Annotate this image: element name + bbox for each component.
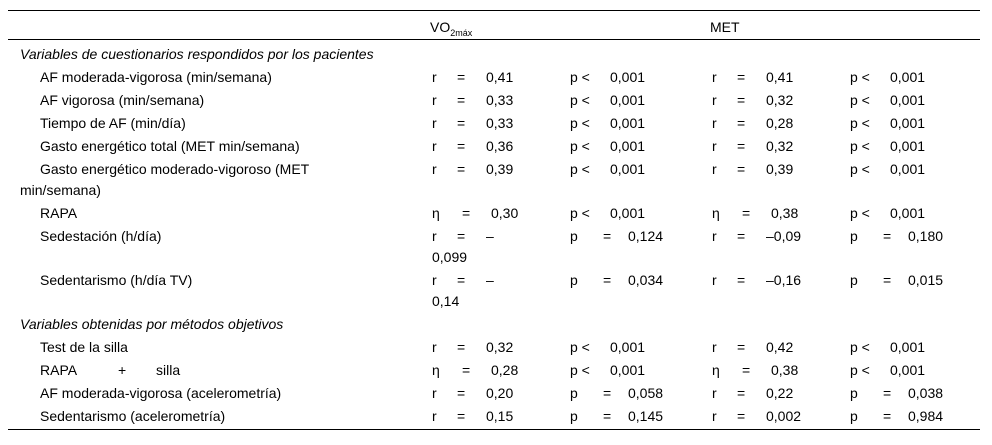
vo2-p-equals: =	[603, 408, 612, 424]
met-p-equals: =	[883, 385, 892, 401]
vo2-stat-symbol: r	[432, 92, 437, 108]
vo2-stat-value: 0,15	[486, 408, 514, 424]
vo2-p-value: 0,001	[610, 115, 646, 131]
row-label: AF vigorosa (min/semana)	[40, 92, 205, 108]
met-p-label: p	[850, 408, 858, 424]
row-label: RAPA	[40, 205, 78, 221]
vo2-stat-equals: =	[457, 115, 466, 131]
met-stat-equals: =	[742, 362, 751, 378]
vo2-subscript: 2máx	[450, 28, 473, 38]
section-header	[8, 43, 980, 66]
vo2-stat-equals: =	[457, 161, 466, 177]
vo2-stat-symbol: r	[432, 115, 437, 131]
vo2-p-label: p	[570, 408, 578, 424]
met-p-value: 0,180	[908, 228, 944, 244]
vo2-p-equals: =	[603, 272, 612, 288]
vo2-stat-value-continued: 0,099	[432, 249, 468, 265]
vo2-stat-symbol: r	[432, 272, 437, 288]
met-p-label: p <	[850, 138, 870, 154]
vo2-stat-value: 0,33	[486, 92, 514, 108]
met-stat-symbol: r	[712, 385, 717, 401]
vo2-stat-value: 0,33	[486, 115, 514, 131]
vo2-p-equals: =	[603, 385, 612, 401]
row-label-plus: +	[118, 362, 127, 378]
row-label: Sedestación (h/día)	[40, 228, 162, 244]
met-p-value: 0,001	[890, 339, 926, 355]
vo2-p-value: 0,058	[628, 385, 664, 401]
vo2-stat-equals: =	[457, 69, 466, 85]
met-stat-equals: =	[737, 69, 746, 85]
met-p-value: 0,015	[908, 272, 944, 288]
met-p-value: 0,001	[890, 205, 926, 221]
vo2-label: VO	[430, 19, 451, 35]
section-title: Variables de cuestionarios respondidos por los pacientes	[20, 46, 374, 62]
table-row	[8, 405, 980, 428]
vo2-p-value: 0,001	[610, 138, 646, 154]
row-label: Sedentarismo (h/día TV)	[40, 272, 193, 288]
header-rule	[8, 39, 980, 40]
met-p-equals: =	[883, 228, 892, 244]
vo2-p-label: p <	[570, 339, 590, 355]
vo2max-column-header	[430, 18, 472, 36]
vo2-stat-value: 0,28	[491, 362, 519, 378]
met-p-value: 0,001	[890, 161, 926, 177]
met-p-equals: =	[883, 408, 892, 424]
vo2-p-value: 0,001	[610, 69, 646, 85]
met-p-value: 0,001	[890, 138, 926, 154]
met-stat-value: 0,22	[766, 385, 794, 401]
vo2-stat-equals: =	[457, 339, 466, 355]
row-label: AF moderada-vigorosa (acelerometría)	[40, 385, 282, 401]
met-stat-value: 0,002	[766, 408, 802, 424]
vo2-stat-symbol: r	[432, 385, 437, 401]
vo2-p-equals: =	[603, 228, 612, 244]
met-stat-symbol: r	[712, 115, 717, 131]
vo2-stat-equals: =	[457, 272, 466, 288]
bottom-rule	[8, 429, 980, 430]
met-p-value: 0,984	[908, 408, 944, 424]
vo2-stat-equals: =	[457, 228, 466, 244]
vo2-p-value: 0,124	[628, 228, 664, 244]
row-label: Test de la silla	[40, 339, 128, 355]
table-row	[8, 202, 980, 225]
met-column-header: MET	[710, 19, 740, 35]
met-stat-equals: =	[737, 138, 746, 154]
met-stat-symbol: r	[712, 339, 717, 355]
met-stat-value: 0,41	[766, 69, 794, 85]
met-stat-equals: =	[737, 228, 746, 244]
vo2-p-value: 0,001	[610, 92, 646, 108]
vo2-p-label: p <	[570, 362, 590, 378]
met-stat-value: 0,28	[766, 115, 794, 131]
met-stat-symbol: r	[712, 69, 717, 85]
met-stat-equals: =	[742, 205, 751, 221]
vo2-p-label: p <	[570, 205, 590, 221]
row-label: Gasto energético total (MET min/semana)	[40, 138, 300, 154]
met-p-value: 0,038	[908, 385, 944, 401]
vo2-stat-equals: =	[457, 138, 466, 154]
vo2-stat-symbol: r	[432, 228, 437, 244]
met-stat-symbol: η	[712, 362, 720, 378]
met-stat-symbol: r	[712, 92, 717, 108]
vo2-p-label: p	[570, 228, 578, 244]
met-p-label: p <	[850, 205, 870, 221]
table-row	[8, 66, 980, 89]
top-rule	[8, 10, 980, 11]
table-row	[8, 359, 980, 382]
met-stat-symbol: r	[712, 408, 717, 424]
met-stat-value: 0,32	[766, 92, 794, 108]
met-p-value: 0,001	[890, 69, 926, 85]
table-row	[8, 336, 980, 359]
vo2-p-value: 0,001	[610, 339, 646, 355]
met-p-label: p <	[850, 69, 870, 85]
table-row	[8, 112, 980, 135]
met-p-value: 0,001	[890, 362, 926, 378]
row-label-silla: silla	[156, 362, 181, 378]
vo2-stat-equals: =	[462, 205, 471, 221]
vo2-p-value: 0,145	[628, 408, 664, 424]
vo2-p-label: p	[570, 385, 578, 401]
vo2-p-label: p <	[570, 115, 590, 131]
met-p-label: p	[850, 272, 858, 288]
vo2-p-label: p <	[570, 138, 590, 154]
met-stat-equals: =	[737, 408, 746, 424]
met-stat-value: –0,16	[766, 272, 802, 288]
met-stat-equals: =	[737, 339, 746, 355]
met-stat-value: 0,38	[771, 362, 799, 378]
met-stat-symbol: r	[712, 138, 717, 154]
met-p-label: p <	[850, 115, 870, 131]
met-stat-value: 0,38	[771, 205, 799, 221]
met-p-label: p	[850, 228, 858, 244]
met-p-equals: =	[883, 272, 892, 288]
vo2-p-value: 0,001	[610, 161, 646, 177]
vo2-p-label: p <	[570, 92, 590, 108]
vo2-stat-value: 0,36	[486, 138, 514, 154]
row-label: Gasto energético moderado-vigoroso (MET	[40, 161, 310, 177]
vo2-p-value: 0,001	[610, 205, 646, 221]
met-p-label: p <	[850, 92, 870, 108]
vo2-stat-symbol: r	[432, 161, 437, 177]
table-row	[8, 135, 980, 158]
met-p-value: 0,001	[890, 115, 926, 131]
vo2-p-value: 0,001	[610, 362, 646, 378]
row-label: RAPA	[40, 362, 78, 378]
met-p-label: p <	[850, 362, 870, 378]
section-header	[8, 313, 980, 336]
met-stat-symbol: r	[712, 228, 717, 244]
vo2-p-label: p	[570, 272, 578, 288]
vo2-stat-symbol: r	[432, 138, 437, 154]
vo2-stat-equals: =	[457, 92, 466, 108]
table-row	[8, 269, 980, 313]
row-label-continued: min/semana)	[20, 182, 101, 198]
vo2-stat-symbol: η	[432, 205, 440, 221]
vo2-stat-symbol: η	[432, 362, 440, 378]
vo2-p-value: 0,034	[628, 272, 664, 288]
met-stat-value: 0,39	[766, 161, 794, 177]
vo2-stat-equals: =	[462, 362, 471, 378]
met-stat-symbol: r	[712, 272, 717, 288]
met-stat-equals: =	[737, 115, 746, 131]
vo2-p-label: p <	[570, 69, 590, 85]
met-stat-equals: =	[737, 385, 746, 401]
vo2-stat-symbol: r	[432, 69, 437, 85]
vo2-stat-value: 0,20	[486, 385, 514, 401]
vo2-stat-value: 0,39	[486, 161, 514, 177]
met-p-value: 0,001	[890, 92, 926, 108]
vo2-stat-value-continued: 0,14	[432, 293, 460, 309]
vo2-stat-value: 0,32	[486, 339, 514, 355]
table-row	[8, 225, 980, 269]
met-p-label: p <	[850, 339, 870, 355]
met-stat-equals: =	[737, 272, 746, 288]
met-stat-equals: =	[737, 92, 746, 108]
met-p-label: p	[850, 385, 858, 401]
vo2-stat-value: 0,30	[491, 205, 519, 221]
vo2-stat-value: –	[486, 228, 494, 244]
section-title: Variables obtenidas por métodos objetivos	[20, 316, 284, 332]
vo2-p-label: p <	[570, 161, 590, 177]
vo2-stat-symbol: r	[432, 408, 437, 424]
met-stat-value: 0,32	[766, 138, 794, 154]
met-stat-equals: =	[737, 161, 746, 177]
met-p-label: p <	[850, 161, 870, 177]
met-stat-value: –0,09	[766, 228, 802, 244]
table-row	[8, 158, 980, 202]
row-label: Tiempo de AF (min/día)	[40, 115, 186, 131]
row-label: Sedentarismo (acelerometría)	[40, 408, 226, 424]
met-stat-symbol: η	[712, 205, 720, 221]
vo2-stat-equals: =	[457, 408, 466, 424]
vo2-stat-symbol: r	[432, 339, 437, 355]
vo2-stat-value: 0,41	[486, 69, 514, 85]
header-row	[8, 16, 980, 39]
table-row	[8, 382, 980, 405]
vo2-stat-value: –	[486, 272, 494, 288]
row-label: AF moderada-vigorosa (min/semana)	[40, 69, 272, 85]
vo2-stat-equals: =	[457, 385, 466, 401]
met-stat-value: 0,42	[766, 339, 794, 355]
met-stat-symbol: r	[712, 161, 717, 177]
table-row	[8, 89, 980, 112]
